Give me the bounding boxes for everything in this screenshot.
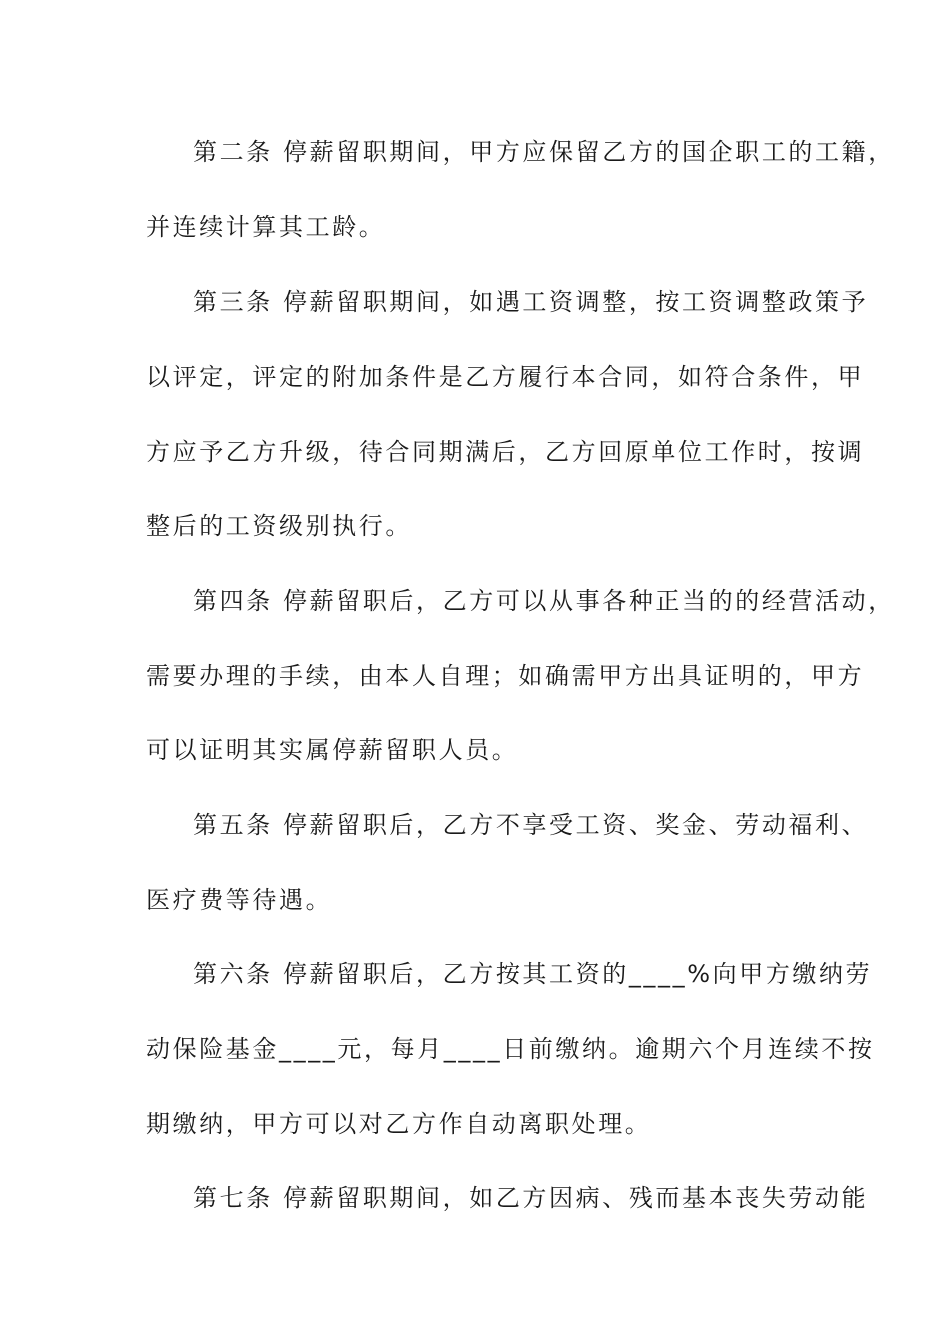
article-2-line-2: 并连续计算其工龄。 bbox=[146, 213, 386, 241]
article-7-line-1: 第七条 停薪留职期间，如乙方因病、残而基本丧失劳动能 bbox=[193, 1184, 869, 1212]
article-3-line-4: 整后的工资级别执行。 bbox=[146, 512, 412, 540]
article-4-line-2: 需要办理的手续，由本人自理；如确需甲方出具证明的，甲方 bbox=[146, 662, 865, 690]
article-3-line-1: 第三条 停薪留职期间，如遇工资调整，按工资调整政策予 bbox=[193, 288, 869, 316]
article-6-line-2: 动保险基金____元，每月____日前缴纳。逾期六个月连续不按 bbox=[146, 1035, 875, 1063]
article-5-line-1: 第五条 停薪留职后，乙方不享受工资、奖金、劳动福利、 bbox=[193, 811, 869, 839]
article-3-line-3: 方应予乙方升级，待合同期满后，乙方回原单位工作时，按调 bbox=[146, 438, 865, 466]
article-4-line-3: 可以证明其实属停薪留职人员。 bbox=[146, 736, 519, 764]
article-5-line-2: 医疗费等待遇。 bbox=[146, 886, 333, 914]
article-4-line-1: 第四条 停薪留职后，乙方可以从事各种正当的的经营活动， bbox=[193, 587, 895, 615]
article-6-line-3: 期缴纳，甲方可以对乙方作自动离职处理。 bbox=[146, 1110, 652, 1138]
article-2-line-1: 第二条 停薪留职期间，甲方应保留乙方的国企职工的工籍， bbox=[193, 138, 895, 166]
article-3-line-2: 以评定，评定的附加条件是乙方履行本合同，如符合条件，甲 bbox=[146, 363, 865, 391]
article-6-line-1: 第六条 停薪留职后，乙方按其工资的____%向甲方缴纳劳 bbox=[193, 960, 873, 988]
